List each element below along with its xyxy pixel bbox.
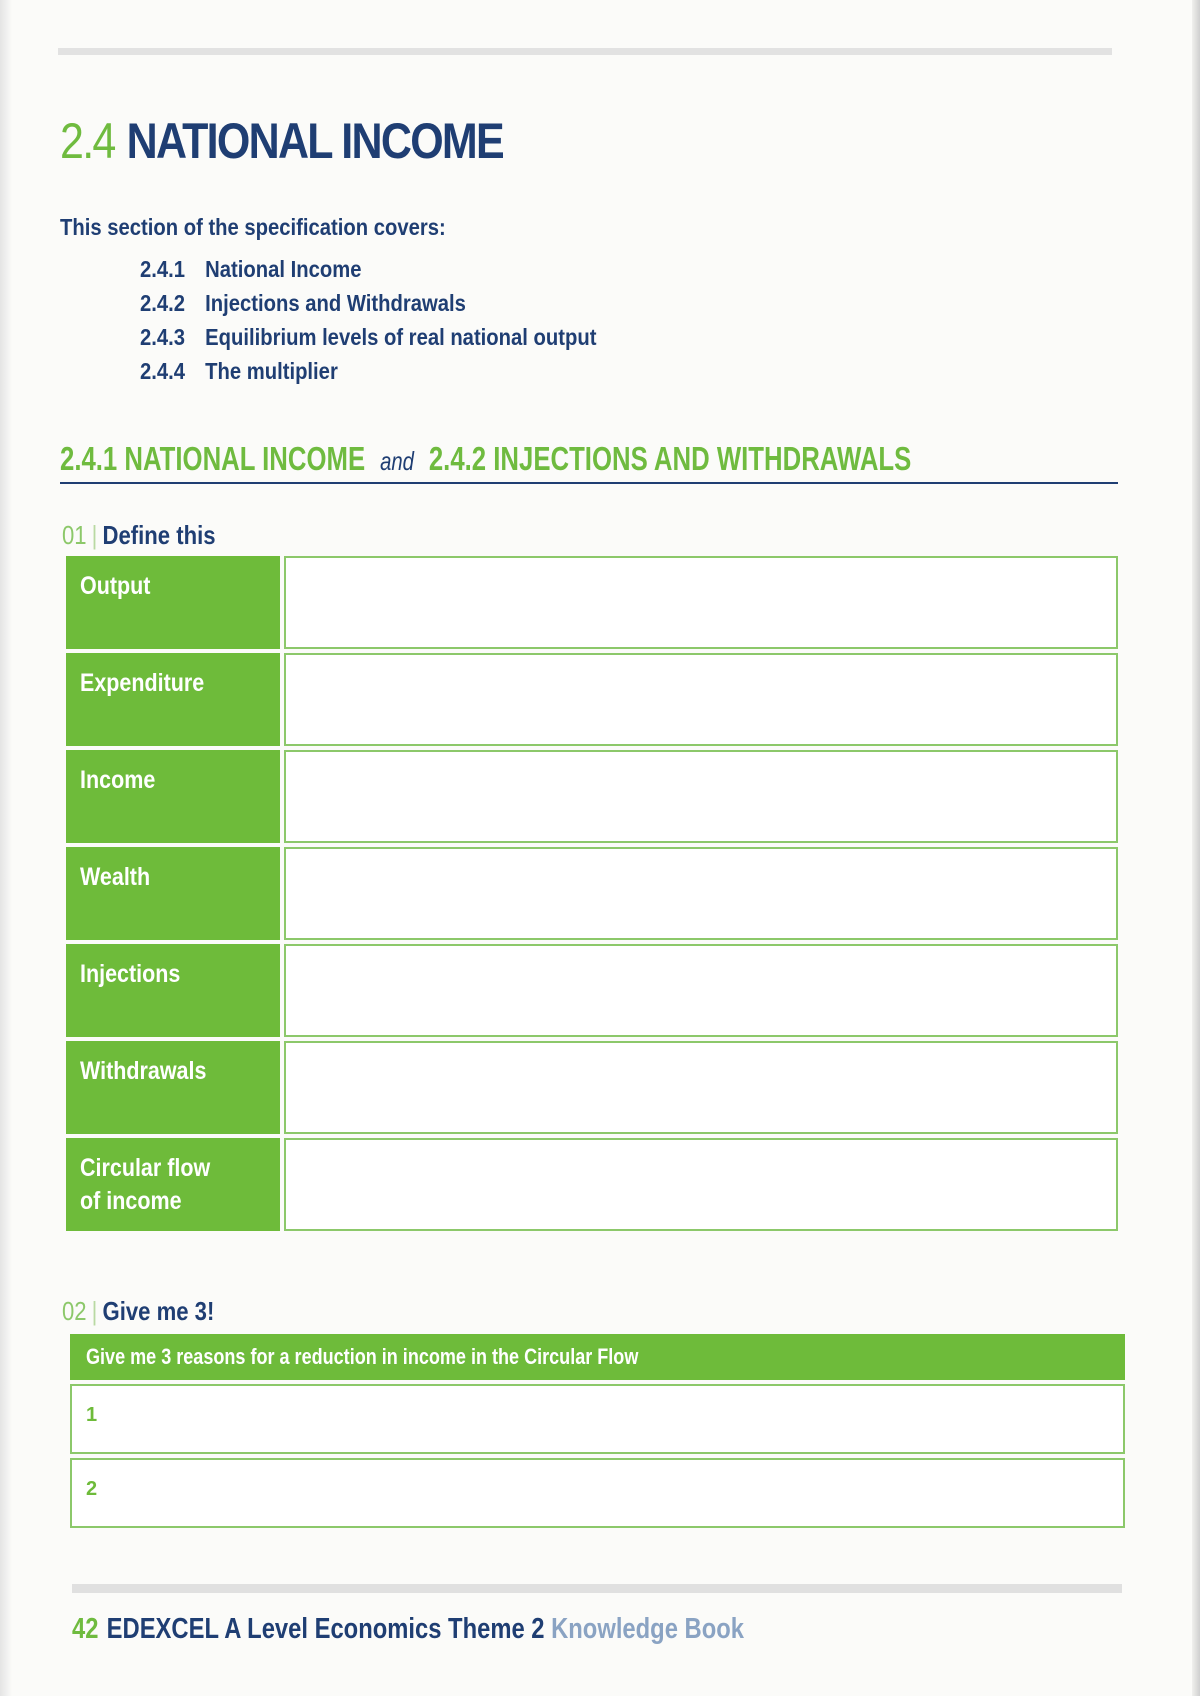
- define-table: [66, 556, 1120, 1235]
- page-number: 42: [72, 1613, 99, 1645]
- definition-answer-box[interactable]: [284, 653, 1118, 746]
- give-heading: [62, 1296, 214, 1327]
- define-row: [66, 653, 1120, 750]
- term-label: Wealth: [66, 847, 280, 940]
- section-number: 2.4: [60, 113, 115, 169]
- page-edge-right: [1192, 0, 1200, 1696]
- spec-item: [140, 290, 596, 324]
- define-number: 01: [62, 520, 87, 550]
- definition-answer-box[interactable]: [284, 1041, 1118, 1134]
- spec-item: [140, 358, 596, 392]
- give-table: [70, 1334, 1125, 1528]
- define-row: [66, 556, 1120, 653]
- answer-row[interactable]: 1: [70, 1384, 1125, 1454]
- page-title: [60, 112, 503, 170]
- spec-label: Equilibrium levels of real national output: [205, 324, 597, 350]
- intro-text: This section of the specification covers:: [60, 214, 446, 240]
- definition-answer-box[interactable]: [284, 750, 1118, 843]
- term-label: Injections: [66, 944, 280, 1037]
- define-row: [66, 750, 1120, 847]
- give-number: 02: [62, 1296, 87, 1326]
- heading-separator: |: [91, 520, 98, 550]
- term-label: Income: [66, 750, 280, 843]
- page-edge-left: [0, 0, 12, 1696]
- term-label: Withdrawals: [66, 1041, 280, 1134]
- book-title: EDEXCEL A Level Economics Theme 2: [106, 1613, 545, 1645]
- define-row: [66, 1138, 1120, 1235]
- definition-answer-box[interactable]: [284, 847, 1118, 940]
- top-divider: [58, 48, 1112, 55]
- term-label: Circular flow of income: [66, 1138, 280, 1231]
- spec-code: 2.4.2: [140, 290, 186, 316]
- page-footer: [72, 1613, 744, 1646]
- define-row: [66, 1041, 1120, 1138]
- section-divider: [60, 482, 1118, 484]
- spec-item: [140, 256, 596, 290]
- spec-code: 2.4.3: [140, 324, 186, 350]
- section-title: NATIONAL INCOME: [126, 113, 503, 169]
- bottom-divider: [72, 1584, 1122, 1593]
- definition-answer-box[interactable]: [284, 1138, 1118, 1231]
- section-heading-joiner: and: [380, 446, 414, 476]
- spec-code: 2.4.4: [140, 358, 186, 384]
- definition-answer-box[interactable]: [284, 944, 1118, 1037]
- answer-row[interactable]: 2: [70, 1458, 1125, 1528]
- define-heading: [62, 520, 216, 551]
- heading-separator: |: [91, 1296, 98, 1326]
- give-prompt: Give me 3 reasons for a reduction in income in the Circular Flow: [70, 1334, 1125, 1380]
- spec-label: National Income: [205, 256, 362, 282]
- define-title: Define this: [102, 520, 216, 550]
- spec-list: [140, 256, 659, 392]
- spec-item: [140, 324, 596, 358]
- section-heading: [60, 440, 911, 478]
- section-heading-part1: 2.4.1 NATIONAL INCOME: [60, 440, 366, 477]
- define-row: [66, 847, 1120, 944]
- definition-answer-box[interactable]: [284, 556, 1118, 649]
- spec-label: Injections and Withdrawals: [205, 290, 466, 316]
- define-row: [66, 944, 1120, 1041]
- book-suffix: Knowledge Book: [551, 1613, 744, 1645]
- term-label: Expenditure: [66, 653, 280, 746]
- give-title: Give me 3!: [102, 1296, 215, 1326]
- spec-code: 2.4.1: [140, 256, 186, 282]
- term-label: Output: [66, 556, 280, 649]
- section-heading-part2: 2.4.2 INJECTIONS AND WITHDRAWALS: [428, 440, 912, 477]
- spec-label: The multiplier: [205, 358, 338, 384]
